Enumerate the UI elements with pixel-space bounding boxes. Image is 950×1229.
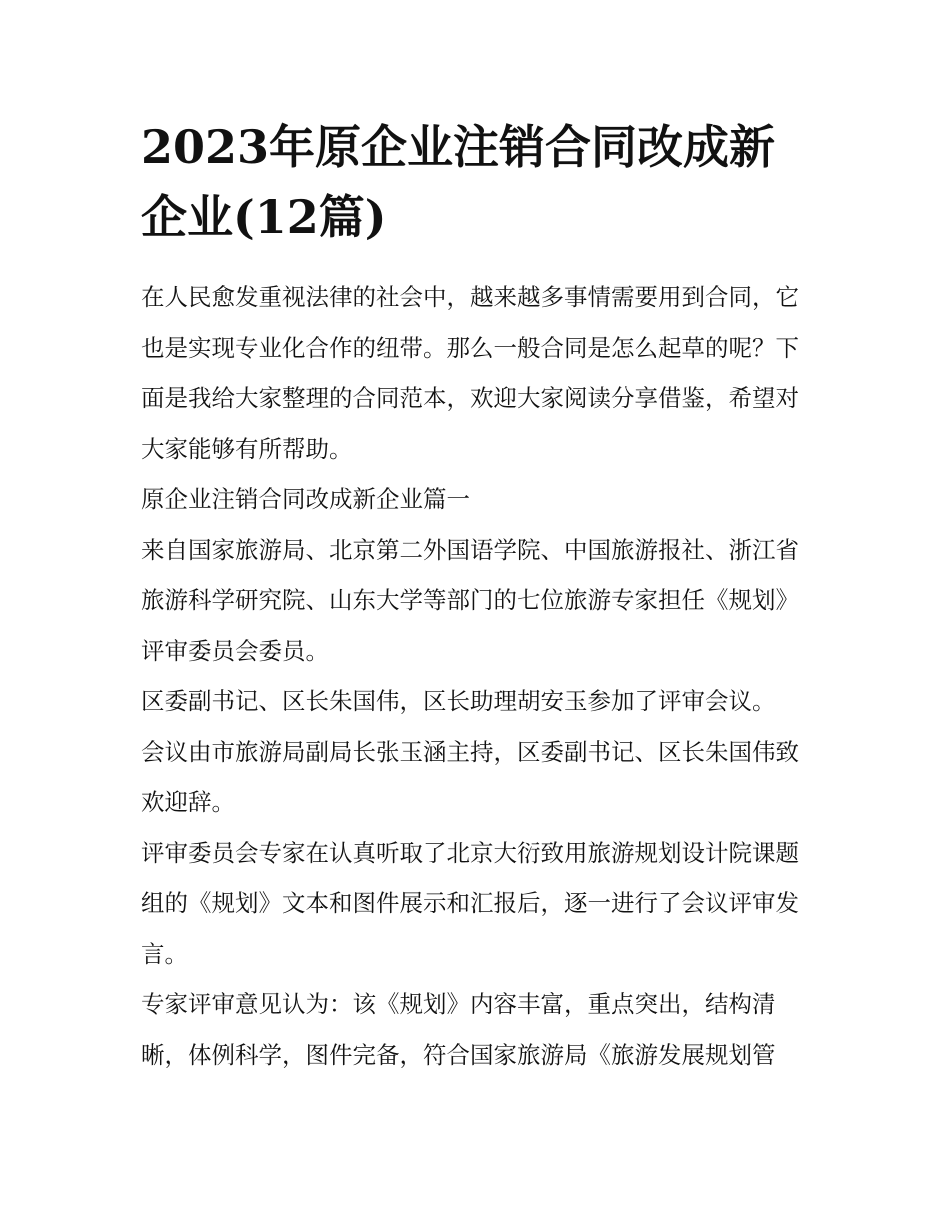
body-paragraph: 会议由市旅游局副局长张玉涵主持，区委副书记、区长朱国伟致欢迎辞。	[141, 737, 799, 816]
intro-paragraph: 在人民愈发重视法律的社会中，越来越多事情需要用到合同，它也是实现专业化合作的纽带。那么一般合同是怎么起草的呢？下面是我给大家整理的合同范本，欢迎大家阅读分享借鉴，希望对大家能够有所帮助。	[141, 283, 799, 463]
document-body	[141, 272, 813, 1080]
body-paragraph: 专家评审意见认为：该《规划》内容丰富，重点突出，结构清晰，体例科学，图件完备，符合国家旅游局《旅游发展规划管	[141, 990, 776, 1069]
document-page	[141, 112, 813, 1080]
body-paragraph: 区委副书记、区长朱国伟，区长助理胡安玉参加了评审会议。	[141, 687, 776, 715]
document-title: 2023年原企业注销合同改成新企业(12篇)	[141, 120, 776, 244]
section-heading: 原企业注销合同改成新企业篇一	[141, 485, 470, 513]
body-paragraph: 评审委员会专家在认真听取了北京大衍致用旅游规划设计院课题组的《规划》文本和图件展示和汇报后，逐一进行了会议评审发言。	[141, 838, 799, 968]
body-paragraph: 来自国家旅游局、北京第二外国语学院、中国旅游报社、浙江省旅游科学研究院、山东大学等部门的七位旅游专家担任《规划》评审委员会委员。	[141, 535, 799, 665]
